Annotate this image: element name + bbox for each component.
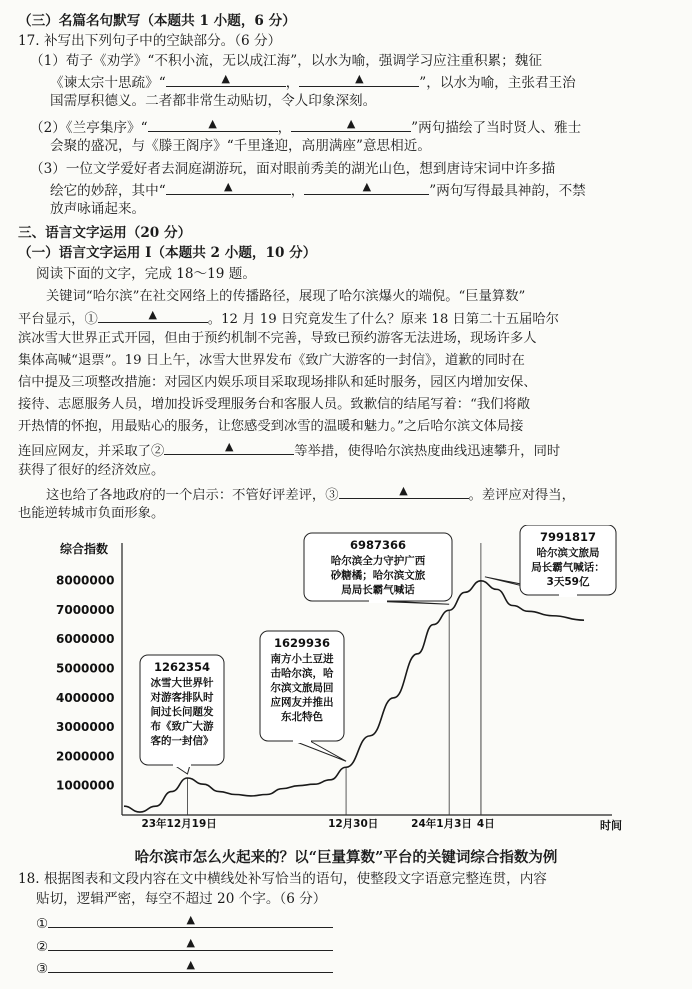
x-axis-label: 时间	[600, 819, 622, 832]
x-tick-label: 24年1月3日	[411, 818, 472, 830]
callout-text: 尔滨文旅局回	[270, 682, 334, 694]
callout-text: 布《致广大游	[150, 720, 214, 733]
y-tick-label: 4000000	[56, 690, 115, 705]
passage-line-4: 集体高喊“退票”。19 日上午，冰雪大世界发布《致广大游客的一封信》，道歉的同时在	[18, 353, 525, 368]
passage-line-1: 关键词“哈尔滨”在社交网络上的传播路径，展现了哈尔滨爆火的端倪。“巨量算数”	[46, 289, 526, 304]
blank-18-3[interactable]: ▲	[339, 484, 469, 499]
blank-17-2-b[interactable]: ▲	[291, 117, 411, 132]
passage-line-3: 滨冰雪大世界正式开园，但由于预约机制不完善，导致已预约游客无法进场，现场许多人	[18, 331, 537, 346]
item-3-line-3: 放声咏诵起来。	[50, 201, 146, 217]
item-1-line-2: 《谏太宗十思疏》“ ▲ ， ▲ ”，以水为喻，主张君王治	[50, 72, 576, 91]
item-1-line-3: 国需厚积德义。二者都非常生动贴切，令人印象深刻。	[50, 93, 377, 109]
y-tick-label: 2000000	[56, 749, 115, 764]
callout-value: 7991817	[539, 530, 597, 544]
callout-text: 冰雪大世界针	[150, 677, 214, 689]
callout-value: 1262354	[153, 660, 211, 674]
question-18-line-1: 18. 根据图表和文段内容在文中横线处补写恰当的语句，使整段文字语意完整连贯，内容	[18, 871, 547, 887]
x-tick-label: 4日	[476, 818, 495, 830]
callout-value: 1629936	[273, 636, 331, 650]
passage-line-10: 这也给了各地政府的一个启示：不管好评差评，③ ▲ 。差评应对得当，	[46, 484, 575, 503]
callout-text: 东北特色	[281, 711, 323, 723]
y-axis-label: 综合指数	[60, 542, 109, 556]
item-1-text-a: 《谏太宗十思疏》“	[50, 75, 166, 91]
y-tick-label: 1000000	[56, 778, 115, 793]
callout-text: 客的一封信》	[150, 735, 214, 747]
answer-blank-1[interactable]: ▲	[48, 913, 333, 928]
callout-text: 局长霸气喊话：	[531, 561, 605, 574]
blank-18-2[interactable]: ▲	[164, 440, 294, 455]
answer-line-2: ② ▲	[36, 936, 333, 956]
heat-index-chart	[52, 525, 642, 840]
blank-17-1-a[interactable]: ▲	[166, 72, 286, 87]
answer-line-3: ③ ▲	[36, 958, 333, 978]
callout-text: 3天59亿	[546, 576, 590, 588]
item-3-text-a: 绘它的妙辞，其中“	[50, 183, 166, 199]
callout-value: 6987366	[349, 538, 407, 552]
blank-17-3-a[interactable]: ▲	[166, 180, 291, 195]
blank-17-1-b[interactable]: ▲	[299, 72, 419, 87]
callout-gap	[369, 599, 387, 603]
y-tick-label: 8000000	[56, 573, 115, 588]
question-17: 17. 补写出下列句子中的空缺部分。（6 分）	[18, 33, 282, 49]
passage-line-6: 接待、志愿服务人员，增加投诉受理服务台和客服人员。致歉信的结尾写着：“我们将敞	[18, 397, 531, 412]
passage-line-2: 平台显示，① ▲ 。12 月 19 日究竟发生了什么？原来 18 日第二十五届哈尔	[18, 308, 559, 327]
callout-text: 应网友并推出	[270, 696, 334, 709]
item-1-text-b: ”，以水为喻，主张君王治	[419, 75, 576, 91]
answer-blank-3[interactable]: ▲	[48, 958, 333, 973]
callout-text: 局局长霸气喊话	[341, 584, 415, 596]
item-2-line-1: （2）《兰亭集序》“ ▲ ， ▲ ”两句描绘了当时贤人、雅士	[30, 117, 582, 136]
y-tick-label: 3000000	[56, 720, 115, 735]
item-1-line-1: （1）荀子《劝学》“不积小流，无以成江海”，以水为喻，强调学习应注重积累；魏征	[30, 53, 542, 69]
item-3-line-2: 绘它的妙辞，其中“ ▲ ， ▲ ”两句写得最具神韵，不禁	[50, 180, 586, 199]
item-2-line-2: 会聚的盛况，与《滕王阁序》“千里逢迎，高朋满座”意思相近。	[50, 138, 431, 154]
part-3-title: 三、语言文字运用（20 分）	[18, 225, 192, 241]
answer-blank-2[interactable]: ▲	[48, 936, 333, 951]
callout-text: 南方小土豆进	[270, 653, 334, 665]
y-tick-label: 7000000	[56, 602, 115, 617]
item-2-text-b: ”两句描绘了当时贤人、雅士	[411, 120, 582, 136]
blank-17-2-a[interactable]: ▲	[148, 117, 278, 132]
item-3-line-1: （3）一位文学爱好者去洞庭湖游玩，面对眼前秀美的湖光山色，想到唐诗宋词中许多描	[30, 161, 556, 177]
passage-line-5: 信中提及三项整改措施：对园区内娱乐项目采取现场排队和延时服务，园区内增加安保、	[18, 375, 537, 390]
answer-line-1: ① ▲	[36, 913, 333, 933]
callout-gap	[173, 763, 191, 767]
callout-text: 击哈尔滨，哈	[270, 667, 334, 680]
passage-line-11: 也能逆转城市负面形象。	[18, 506, 165, 521]
section-title: （三）名篇名句默写（本题共 1 小题，6 分）	[18, 13, 296, 29]
callout-gap	[293, 739, 311, 743]
item-2-text-a: （2）《兰亭集序》“	[30, 120, 148, 136]
callout-text: 砂糖橘；哈尔滨文旅	[330, 569, 426, 582]
callout-text: 间过长问题发	[150, 706, 214, 718]
part-3-subtitle: （一）语言文字运用 Ⅰ（本题共 2 小题，10 分）	[18, 245, 317, 261]
passage-line-9: 获得了很好的经济效应。	[18, 463, 165, 478]
y-tick-label: 6000000	[56, 632, 115, 647]
question-18-line-2: 贴切，逻辑严密，每空不超过 20 个字。（6 分）	[36, 891, 327, 907]
x-tick-label: 12月30日	[328, 818, 379, 830]
passage-line-8: 连回应网友，并采取了② ▲ 等举措，使得哈尔滨热度曲线迅速攀升，同时	[18, 440, 561, 459]
callout-tail	[294, 741, 346, 761]
callout-text: 哈尔滨全力守护广西	[330, 555, 426, 567]
callout-text: 哈尔滨文旅局	[536, 547, 600, 559]
blank-18-1[interactable]: ▲	[98, 308, 208, 323]
blank-17-3-b[interactable]: ▲	[304, 180, 429, 195]
reading-intro: 阅读下面的文字，完成 18～19 题。	[36, 266, 256, 282]
chart-caption: 哈尔滨市怎么火起来的？以“巨量算数”平台的关键词综合指数为例	[134, 849, 558, 866]
passage-line-7: 开热情的怀抱，用最贴心的服务，让您感受到冰雪的温暖和魅力。”之后哈尔滨文体局接	[18, 419, 524, 434]
callout-gap	[559, 593, 577, 597]
item-3-text-b: ”两句写得最具神韵，不禁	[429, 183, 586, 199]
y-tick-label: 5000000	[56, 661, 115, 676]
callout-text: 对游客排队时	[150, 691, 214, 704]
x-tick-label: 23年12月19日	[141, 818, 217, 830]
